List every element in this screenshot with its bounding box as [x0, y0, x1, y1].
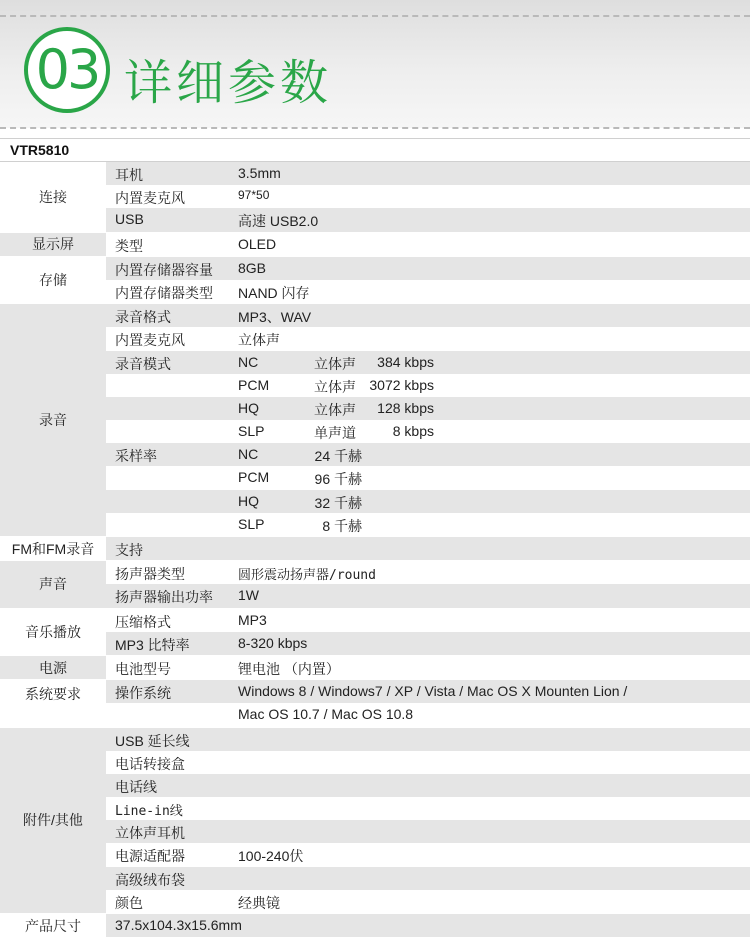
mode-name: PCM	[238, 469, 270, 486]
spec-name: 耳机	[115, 167, 143, 183]
spec-name: 电话转接盒	[115, 755, 185, 772]
spec-row	[106, 280, 750, 303]
spec-name: 支持	[115, 542, 143, 558]
spec-name: 录音格式	[115, 309, 171, 326]
record-mode-row	[106, 397, 750, 420]
spec-row	[106, 867, 750, 890]
dashed-divider	[0, 127, 750, 129]
spec-value: OLED	[238, 235, 277, 252]
spec-row	[106, 162, 750, 185]
mode-bitrate: 8 kbps	[392, 423, 434, 440]
spec-value: 100-240伏	[238, 848, 304, 865]
spec-row	[106, 185, 750, 208]
spec-row	[106, 914, 750, 937]
sample-rate-row	[106, 443, 750, 466]
spec-name: 扬声器类型	[115, 566, 185, 583]
section-number-badge: 03	[24, 27, 110, 113]
mode-channel: 立体声	[314, 355, 356, 372]
category-label: 电源	[0, 656, 106, 679]
mode-name: HQ	[238, 492, 259, 509]
mode-name: NC	[238, 353, 259, 370]
category-label: 录音	[0, 304, 106, 536]
spec-name: 内置存储器容量	[115, 261, 213, 278]
spec-name: 电源适配器	[115, 848, 185, 865]
record-mode-row	[106, 374, 750, 397]
mode-name: SLP	[238, 423, 265, 440]
spec-name: 内置麦克风	[115, 190, 185, 207]
spec-row	[106, 609, 750, 632]
spec-name: Line-in线	[115, 804, 183, 820]
spec-row	[106, 632, 750, 655]
spec-row	[106, 561, 750, 584]
spec-name: 电话线	[115, 778, 157, 795]
spec-name: 采样率	[115, 448, 157, 465]
record-mode-row	[106, 351, 750, 374]
category-label: 音乐播放	[0, 609, 106, 655]
spec-row	[106, 327, 750, 350]
spec-value: Mac OS 10.7 / Mac OS 10.8	[238, 706, 414, 723]
mode-name: NC	[238, 446, 259, 463]
spec-row	[106, 257, 750, 280]
category-label: 系统要求	[0, 680, 106, 726]
spec-name: 录音模式	[115, 355, 171, 372]
sample-rate-row	[106, 490, 750, 513]
section-header	[0, 0, 750, 128]
sample-rate: 24 千赫	[314, 448, 362, 465]
category-label: 附件/其他	[0, 728, 106, 914]
spec-table	[0, 162, 750, 938]
mode-channel: 单声道	[314, 425, 356, 442]
category-label: FM和FM录音	[0, 537, 106, 560]
spec-row	[106, 537, 750, 560]
group-speaker	[0, 561, 750, 608]
sample-rate: 96 千赫	[314, 471, 362, 488]
spec-row	[106, 843, 750, 866]
category-label: 显示屏	[0, 233, 106, 256]
spec-row	[106, 728, 750, 751]
spec-value: 高速 USB2.0	[238, 213, 319, 230]
group-storage	[0, 257, 750, 304]
spec-name: 内置存储器类型	[115, 284, 213, 301]
spec-row	[106, 820, 750, 843]
spec-row	[106, 774, 750, 797]
group-connect	[0, 162, 750, 233]
spec-name: 颜色	[115, 894, 143, 911]
mode-channel: 立体声	[314, 401, 356, 418]
spec-value: Windows 8 / Windows7 / XP / Vista / Mac OS X Mounten Lion /	[238, 683, 628, 700]
mode-name: SLP	[238, 515, 265, 532]
spec-row	[106, 751, 750, 774]
spec-name: 电池型号	[115, 660, 171, 677]
spec-value: NAND 闪存	[238, 284, 310, 301]
record-mode-row	[106, 420, 750, 443]
spec-value: 3.5mm	[238, 165, 281, 181]
category-label: 连接	[0, 162, 106, 232]
spec-name: MP3 比特率	[115, 636, 190, 653]
spec-name: USB 延长线	[115, 732, 190, 749]
spec-row	[106, 703, 750, 726]
spec-row	[106, 304, 750, 327]
spec-value: 97*50	[238, 188, 270, 203]
sample-rate: 8 千赫	[322, 517, 362, 534]
spec-name: 扬声器输出功率	[115, 589, 213, 606]
spec-row	[106, 680, 750, 703]
section-title: 详细参数	[124, 55, 333, 111]
spec-row	[106, 584, 750, 607]
group-system	[0, 680, 750, 727]
sample-rate-row	[106, 513, 750, 536]
spec-name: 高级绒布袋	[115, 871, 185, 888]
mode-name: PCM	[238, 376, 270, 393]
group-record	[0, 304, 750, 537]
model-name: VTR5810	[10, 142, 70, 158]
spec-row	[106, 797, 750, 820]
spec-value: 1W	[238, 587, 259, 604]
category-label: 声音	[0, 561, 106, 607]
sample-rate-row	[106, 466, 750, 489]
spec-name: 内置麦克风	[115, 332, 185, 349]
sample-rate: 32 千赫	[314, 494, 362, 511]
spec-value: MP3、WAV	[238, 309, 312, 326]
mode-bitrate: 384 kbps	[377, 353, 434, 370]
spec-name: 立体声耳机	[115, 825, 185, 842]
group-power	[0, 656, 750, 680]
group-accessories	[0, 728, 750, 915]
category-label: 产品尺寸	[0, 914, 106, 937]
spec-value: 锂电池 （内置）	[238, 660, 340, 677]
spec-name: 压缩格式	[115, 613, 171, 630]
model-row	[0, 138, 750, 162]
group-display	[0, 233, 750, 257]
spec-row	[106, 656, 750, 679]
spec-name: 37.5x104.3x15.6mm	[115, 917, 242, 933]
category-label: 存储	[0, 257, 106, 303]
spec-name: USB	[115, 211, 144, 228]
spec-value: 圆形震动扬声器/round	[238, 568, 376, 584]
spec-row	[106, 233, 750, 256]
spec-value: 8GB	[238, 259, 267, 276]
mode-bitrate: 3072 kbps	[369, 376, 434, 393]
spec-row	[106, 890, 750, 913]
spec-value: 8-320 kbps	[238, 634, 308, 651]
spec-value: 立体声	[238, 332, 280, 349]
mode-channel: 立体声	[314, 378, 356, 395]
spec-row	[106, 208, 750, 231]
group-size	[0, 914, 750, 938]
dashed-divider	[0, 15, 750, 17]
group-music	[0, 609, 750, 656]
spec-value: 经典镜	[238, 894, 280, 911]
group-fm	[0, 537, 750, 561]
spec-name: 操作系统	[115, 685, 171, 702]
mode-name: HQ	[238, 399, 259, 416]
spec-name: 类型	[115, 237, 143, 254]
mode-bitrate: 128 kbps	[377, 399, 434, 416]
spec-value: MP3	[238, 611, 267, 628]
